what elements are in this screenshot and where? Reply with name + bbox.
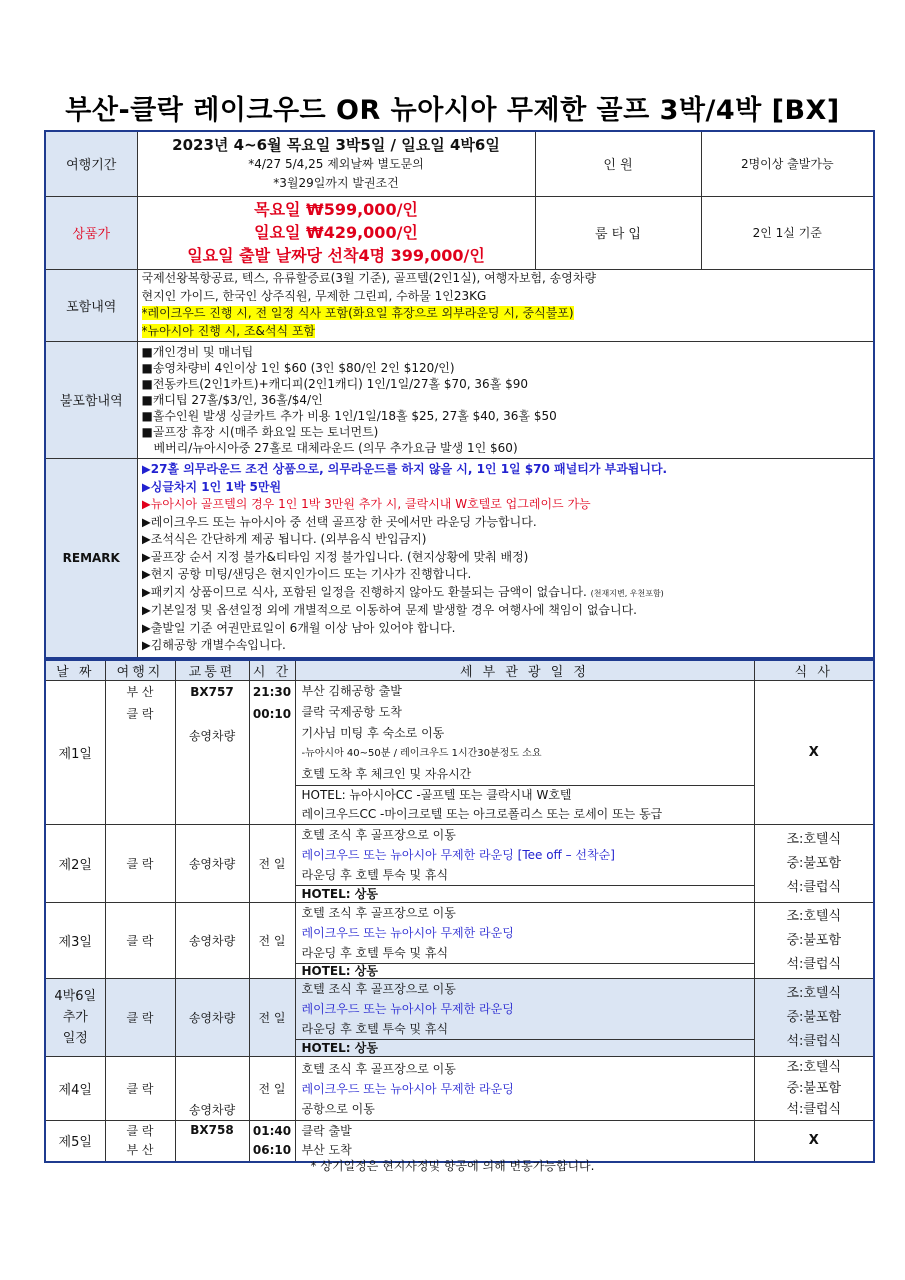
remark-line: ▶출발일 기준 여권만료일이 6개월 이상 남아 있어야 합니다. [141,620,456,635]
exclude-line: ■홀수인원 발생 싱글카트 추가 비용 1인/1일/18홀 $25, 27홀 $40, 36홀 $50 [141,408,557,423]
extra-transport: 송영차량 [175,979,249,1057]
info-table [44,130,875,659]
day1-times [249,681,295,825]
day2-place: 클 락 [105,825,175,903]
price-label: 상품가 [45,196,137,269]
day3-details [295,903,754,979]
extra-place: 클 락 [105,979,175,1057]
day5-times [249,1121,295,1162]
day3-label: 제3일 [45,903,105,979]
header-place: 여행지 [105,660,175,681]
day1-row [45,681,874,825]
footer-note: * 상기일정은 현지사정및 항공에 의해 변동가능합니다. [310,1159,595,1173]
day1-detail: 기사님 미팅 후 숙소로 이동 [301,726,445,740]
include-cell [137,269,874,341]
period-cell [137,131,535,196]
day1-time: 00:10 [252,707,292,721]
day2-transport: 송영차량 [175,825,249,903]
day4-meal: 석:클럽식 [786,1102,842,1117]
period-line: *3월29일까지 발권조건 [273,175,399,190]
day4-detail: 레이크우드 또는 뉴아시아 무제한 라운딩 [301,1081,514,1096]
page-title: 부산-클락 레이크우드 OR 뉴아시아 무제한 골프 3박/4박 [BX] [65,95,840,126]
day2-detail: 호텔 조식 후 골프장으로 이동 [301,828,456,842]
extra-label-line: 일정 [62,1031,88,1046]
remark-line: ▶기본일정 및 옵션일정 외에 개별적으로 이동하여 문제 발생할 경우 여행사에 책임이 없습니다. [141,603,638,617]
day1-transport [175,681,249,825]
day4-time: 전 일 [249,1057,295,1121]
day3-detail: 라운딩 후 호텔 투숙 및 휴식 [301,946,449,960]
extra-detail: 호텔 조식 후 골프장으로 이동 [301,982,456,996]
day1-shuttle: 송영차량 [188,729,236,743]
exclude-cell [137,341,874,458]
remark-small-note: (천재지변, 우천포함) [590,588,664,598]
day2-meal: 석:클럽식 [786,879,842,895]
period-label: 여행기간 [45,131,137,196]
day1-hotel: HOTEL: 뉴아시아CC -골프텔 또는 클락시내 W호텔 [301,788,572,802]
include-highlight: *뉴아시아 진행 시, 조&석식 포함 [141,323,316,338]
extra-detail: 라운딩 후 호텔 투숙 및 휴식 [301,1022,449,1036]
day5-details [295,1121,754,1162]
extra-label [45,979,105,1057]
remark-label: REMARK [45,458,137,658]
day2-hotel: HOTEL: 상동 [301,887,378,901]
period-line: 2023년 4~6월 목요일 3박5일 / 일요일 4박6일 [172,135,500,154]
day2-detail: 레이크우드 또는 뉴아시아 무제한 라운딩 [Tee off – 선착순] [301,848,615,862]
extra-row [45,979,874,1057]
day1-details [295,681,754,825]
day1-time: 21:30 [252,685,292,699]
remark-line: ▶27홀 의무라운드 조건 상품으로, 의무라운드를 하지 않을 시, 1인 1일 $70 패널티가 부과됩니다. [141,462,668,476]
include-label: 포함내역 [45,269,137,341]
day3-meal: 조:호텔식 [786,908,842,924]
day5-label: 제5일 [45,1121,105,1162]
header-transport: 교통편 [175,660,249,681]
day3-detail: 호텔 조식 후 골프장으로 이동 [301,906,456,920]
day1-places [105,681,175,825]
day4-meal: 조:호텔식 [786,1060,842,1075]
day4-detail: 호텔 조식 후 골프장으로 이동 [301,1061,456,1076]
itinerary-table [44,659,875,1163]
day1-place: 클 락 [126,707,154,721]
day2-detail: 라운딩 후 호텔 투숙 및 휴식 [301,868,449,882]
day1-flight: BX757 [190,685,234,699]
day5-row [45,1121,874,1162]
day3-row [45,903,874,979]
day3-time: 전 일 [249,903,295,979]
extra-time: 전 일 [249,979,295,1057]
day1-detail: -뉴아시아 40~50분 / 레이크우드 1시간30분정도 소요 [301,748,542,759]
price-line: 목요일 ₩599,000/인 [254,200,418,219]
price-row [45,196,874,269]
remark-line: ▶현지 공항 미팅/샌딩은 현지인가이드 또는 기사가 진행합니다. [141,567,472,581]
day1-label: 제1일 [45,681,105,825]
price-cell [137,196,535,269]
price-line: 일요일 출발 날짜당 선착4명 399,000/인 [187,246,485,265]
room-label: 룸 타 입 [535,196,701,269]
day5-place: 클 락 [126,1123,154,1138]
day5-meal: X [754,1121,874,1162]
day3-place: 클 락 [105,903,175,979]
header-meal: 식 사 [754,660,874,681]
exclude-line: 베버리/뉴아시아중 27홀로 대체라운드 (의무 추가요금 발생 1인 $60) [153,440,518,455]
day1-detail: 호텔 도착 후 체크인 및 자유시간 [301,767,472,781]
extra-meal: 조:호텔식 [786,985,842,1001]
remark-line: ▶레이크우드 또는 뉴아시아 중 선택 골프장 한 곳에서만 라운딩 가능합니다. [141,514,537,529]
day3-transport: 송영차량 [175,903,249,979]
remark-line: ▶골프장 순서 지정 불가&티타임 지정 불가입니다. (현지상황에 맞춰 배정) [141,549,529,564]
extra-details [295,979,754,1057]
extra-meal: 중:불포함 [786,1009,842,1025]
exclude-label: 불포함내역 [45,341,137,458]
day2-row [45,825,874,903]
include-line: 현지인 가이드, 한국인 상주직원, 무제한 그린피, 수하물 1인23KG [141,288,487,303]
people-value: 2명이상 출발가능 [701,131,874,196]
remark-line: ▶패키지 상품이므로 식사, 포함된 일정을 진행하지 않아도 환불되는 금액이 없습니다. [141,584,587,599]
day3-detail: 레이크우드 또는 뉴아시아 무제한 라운딩 [301,926,514,940]
day2-label: 제2일 [45,825,105,903]
day4-meal: 중:불포함 [786,1081,842,1096]
extra-hotel: HOTEL: 상동 [301,1041,378,1055]
day5-time: 06:10 [252,1142,292,1157]
remark-line: ▶김해공항 개별수속입니다. [141,638,286,652]
remark-row [45,458,874,658]
day1-detail: 부산 김해공항 출발 [301,684,402,698]
day2-time: 전 일 [249,825,295,903]
day1-hotel: 레이크우드CC -마이크로텔 또는 아크로폴리스 또는 로세이 또는 동급 [301,807,663,821]
day4-detail: 공항으로 이동 [301,1101,375,1116]
day3-meal: 중:불포함 [786,932,842,948]
day1-detail: 클락 국제공항 도착 [301,705,402,719]
day5-time: 01:40 [252,1123,292,1138]
day2-meals [754,825,874,903]
day4-row [45,1057,874,1121]
itinerary-header-row [45,660,874,681]
day4-transport: 송영차량 [175,1057,249,1121]
day1-meal: X [754,681,874,825]
day4-place: 클 락 [105,1057,175,1121]
day5-places [105,1121,175,1162]
price-line: 일요일 ₩429,000/인 [254,223,418,242]
day2-meal: 조:호텔식 [786,831,842,847]
extra-meal: 석:클럽식 [786,1033,842,1049]
exclude-line: ■골프장 휴장 시(매주 화요일 또는 토너먼트) [141,424,379,439]
room-value: 2인 1실 기준 [701,196,874,269]
day3-meals [754,903,874,979]
remark-line: ▶싱글차지 1인 1박 5만원 [141,479,282,494]
exclude-line: ■전동카트(2인1카트)+캐디피(2인1캐디) 1인/1일/27홀 $70, 36홀 $90 [141,376,528,391]
include-line: 국제선왕복항공료, 텍스, 유류할증료(3월 기준), 골프텔(2인1실), 여행자보험, 송영차량 [141,271,597,285]
period-row [45,131,874,196]
period-line: *4/27 5/4,25 제외날짜 별도문의 [248,156,424,171]
day5-detail: 클락 출발 [301,1123,352,1138]
day5-place: 부 산 [126,1142,154,1157]
people-label: 인 원 [535,131,701,196]
extra-label-line: 추가 [62,1010,88,1025]
exclude-line: ■개인경비 및 매너팁 [141,344,254,359]
exclude-line: ■캐디팁 27홀/$3/인, 36홀/$4/인 [141,392,323,407]
header-time: 시 간 [249,660,295,681]
day3-meal: 석:클럽식 [786,956,842,972]
header-detail: 세 부 관 광 일 정 [295,660,754,681]
extra-label-line: 4박6일 [54,989,97,1004]
day5-transport: BX758 [175,1121,249,1162]
remark-cell [137,458,874,658]
extra-detail: 레이크우드 또는 뉴아시아 무제한 라운딩 [301,1002,514,1016]
day1-place: 부 산 [126,685,154,699]
include-row [45,269,874,341]
day4-meals [754,1057,874,1121]
exclude-line: ■송영차량비 4인이상 1인 $60 (3인 $80/인 2인 $120/인) [141,360,455,375]
extra-meals [754,979,874,1057]
header-date: 날 짜 [45,660,105,681]
exclude-row [45,341,874,458]
day2-details [295,825,754,903]
remark-line: ▶뉴아시아 골프텔의 경우 1인 1박 3만원 추가 시, 클락시내 W호텔로 업그레이드 가능 [141,497,591,511]
day4-details [295,1057,754,1121]
day5-detail: 부산 도착 [301,1142,352,1157]
day2-meal: 중:불포함 [786,855,842,871]
day4-label: 제4일 [45,1057,105,1121]
remark-line: ▶조석식은 간단하게 제공 됩니다. (외부음식 반입금지) [141,532,427,546]
include-highlight: *레이크우드 진행 시, 전 일정 식사 포함(화요일 휴장으로 외부라운딩 시, 중식불포) [141,306,574,320]
day3-hotel: HOTEL: 상동 [301,964,378,978]
